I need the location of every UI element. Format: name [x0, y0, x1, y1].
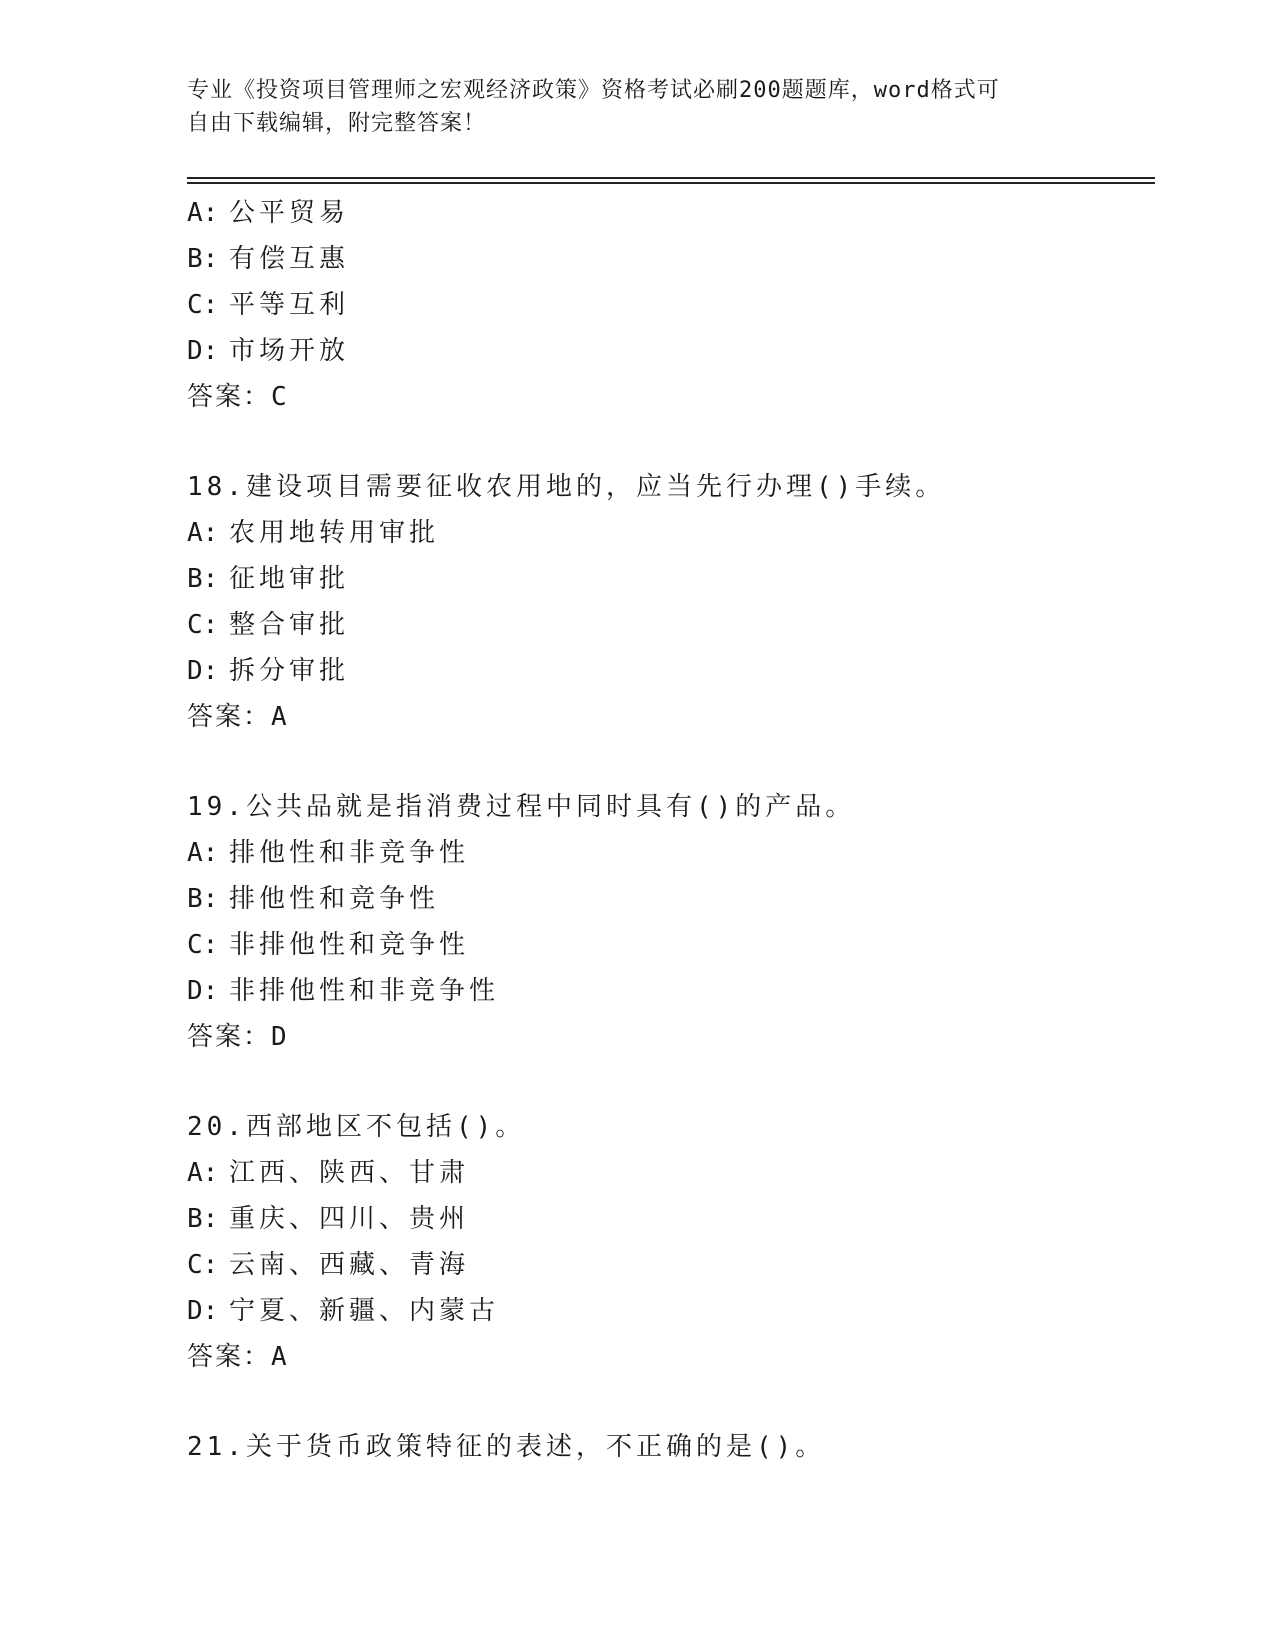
block-spacer [187, 1380, 1147, 1424]
header-line-2: 自由下载编辑，附完整答案！ [187, 111, 487, 136]
answer-label: 答案： [187, 702, 272, 732]
option-line [187, 1150, 1147, 1196]
option-text: 云南、西藏、青海 [229, 1250, 470, 1280]
option-text: 宁夏、新疆、内蒙古 [229, 1296, 500, 1326]
question-block [187, 190, 1147, 464]
option-text: 非排他性和竞争性 [229, 930, 470, 960]
option-text: 江西、陕西、甘肃 [229, 1158, 470, 1188]
option-key: B: [187, 884, 219, 914]
option-text: 征地审批 [229, 564, 350, 594]
option-key: D: [187, 976, 219, 1006]
question-stem: 21.关于货币政策特征的表述，不正确的是()。 [187, 1432, 826, 1462]
option-key: C: [187, 290, 219, 320]
answer-label: 答案： [187, 382, 272, 412]
option-line [187, 190, 1147, 236]
option-key: A: [187, 198, 219, 228]
option-text: 排他性和非竞争性 [229, 838, 470, 868]
option-text: 拆分审批 [229, 656, 350, 686]
answer-value: A [271, 702, 289, 732]
answer-label: 答案： [187, 1022, 272, 1052]
option-text: 平等互利 [229, 290, 350, 320]
option-key: B: [187, 1204, 219, 1234]
answer-line [187, 1014, 1147, 1060]
block-spacer [187, 420, 1147, 464]
option-text: 公平贸易 [229, 198, 350, 228]
option-line [187, 1196, 1147, 1242]
option-key: C: [187, 610, 219, 640]
option-line [187, 510, 1147, 556]
option-line [187, 876, 1147, 922]
question-list [187, 190, 1147, 1470]
answer-line [187, 694, 1147, 740]
block-spacer [187, 740, 1147, 784]
header-line-1: 专业《投资项目管理师之宏观经济政策》资格考试必刷200题题库，word格式可 [187, 78, 1000, 103]
question-stem: 18.建设项目需要征收农用地的，应当先行办理()手续。 [187, 472, 946, 502]
question-block [187, 464, 1147, 784]
header-divider-bottom [187, 182, 1155, 184]
option-key: D: [187, 656, 219, 686]
option-text: 农用地转用审批 [229, 518, 440, 548]
option-line [187, 236, 1147, 282]
question-stem: 20.西部地区不包括()。 [187, 1112, 526, 1142]
option-line [187, 556, 1147, 602]
option-key: B: [187, 564, 219, 594]
option-text: 市场开放 [229, 336, 350, 366]
question-block [187, 784, 1147, 1104]
option-key: A: [187, 838, 219, 868]
option-line [187, 830, 1147, 876]
header-divider-top [187, 177, 1155, 179]
question-block [187, 1104, 1147, 1424]
question-stem: 19.公共品就是指消费过程中同时具有()的产品。 [187, 792, 856, 822]
document-header [187, 74, 1087, 140]
option-key: D: [187, 1296, 219, 1326]
answer-line [187, 374, 1147, 420]
option-key: A: [187, 1158, 219, 1188]
option-key: D: [187, 336, 219, 366]
option-key: C: [187, 1250, 219, 1280]
option-key: C: [187, 930, 219, 960]
option-line [187, 968, 1147, 1014]
option-line [187, 1288, 1147, 1334]
block-spacer [187, 1060, 1147, 1104]
answer-value: A [271, 1342, 289, 1372]
option-line [187, 282, 1147, 328]
answer-label: 答案： [187, 1342, 272, 1372]
answer-value: D [271, 1022, 289, 1052]
option-line [187, 328, 1147, 374]
option-line [187, 922, 1147, 968]
option-line [187, 648, 1147, 694]
question-block [187, 1424, 1147, 1470]
option-line [187, 1242, 1147, 1288]
option-text: 有偿互惠 [229, 244, 350, 274]
option-text: 排他性和竞争性 [229, 884, 440, 914]
option-line [187, 602, 1147, 648]
option-key: B: [187, 244, 219, 274]
option-text: 重庆、四川、贵州 [229, 1204, 470, 1234]
option-text: 整合审批 [229, 610, 350, 640]
option-key: A: [187, 518, 219, 548]
answer-line [187, 1334, 1147, 1380]
answer-value: C [271, 382, 289, 412]
option-text: 非排他性和非竞争性 [229, 976, 500, 1006]
